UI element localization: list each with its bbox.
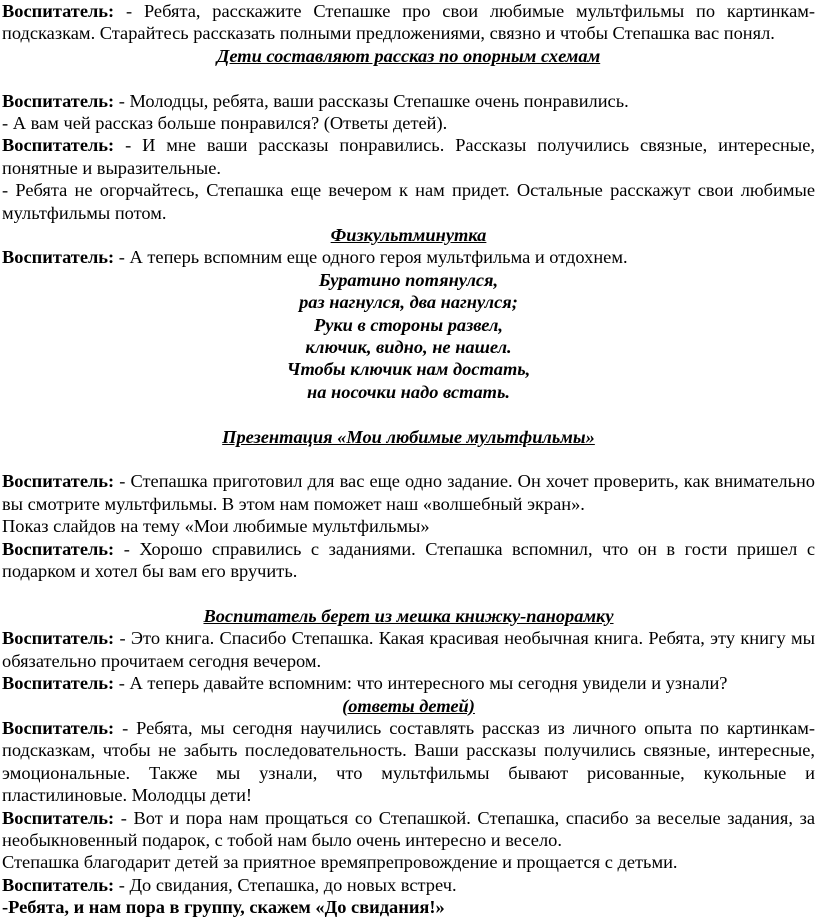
speaker-label: Воспитатель:	[2, 471, 115, 492]
teacher-line-1-text: - Ребята, расскажите Степашке про свои любимые мультфильмы по картинкам-подсказкам. Старайтесь рассказать полными предложениями, связно и чтобы Степашка вас понял.	[2, 1, 815, 44]
speaker-label: Воспитатель:	[2, 874, 115, 895]
poem-line: Руки в стороны развел,	[313, 314, 504, 335]
teacher-line-5-text: - Степашка приготовил для вас еще одно задание. Он хочет проверить, как внимательно вы смотрите мультфильмы. В этом нам поможет наш «волшебный экран».	[2, 471, 815, 514]
section-heading-presentation: Презентация «Мои любимые мультфильмы»	[222, 426, 595, 447]
section-heading-fizkultminutka: Физкультминутка	[330, 225, 487, 246]
final-line: -Ребята, и нам пора в группу, скажем «До свидания!»	[2, 897, 445, 918]
teacher-line-9-text: - Ребята, мы сегодня научились составлять рассказ из личного опыта по картинкам-подсказкам, чтобы не забыть последовательность. Ваши рассказы получились связные, интересные, эмоциональные. Также мы узнали, что мультфильмы бывают рисованные, кукольные и пластилиновые. Молодцы дети!	[2, 717, 815, 806]
teacher-line-10-text: - Вот и пора нам прощаться со Степашкой. Степашка, спасибо за веселые задания, за необыкновенный подарок, с тобой нам было очень интересно и весело.	[2, 807, 815, 850]
teacher-line-7	[2, 627, 815, 672]
poem-line: ключик, видно, не нашел.	[305, 337, 512, 358]
farewell-description-line: Степашка благодарит детей за приятное времяпрепровождение и прощается с детьми.	[2, 852, 678, 873]
speaker-label: Воспитатель:	[2, 717, 115, 738]
teacher-line-2-text: - Молодцы, ребята, ваши рассказы Степашке очень понравились.	[114, 90, 629, 111]
speaker-label: Воспитатель:	[2, 538, 115, 559]
teacher-line-6	[2, 538, 815, 583]
teacher-line-1	[2, 0, 815, 45]
speaker-label: Воспитатель:	[2, 807, 115, 828]
blank-line	[2, 583, 815, 605]
poem-line: Чтобы ключик нам достать,	[286, 359, 531, 380]
section-heading-children-story: Дети составляют рассказ по опорным схемам	[216, 45, 601, 66]
section-heading-book: Воспитатель берет из мешка книжку-панорамку	[203, 605, 614, 626]
speaker-label: Воспитатель:	[2, 90, 115, 111]
speaker-label: Воспитатель:	[2, 135, 115, 156]
slides-line: Показ слайдов на тему «Мои любимые мультфильмы»	[2, 516, 430, 537]
encouragement-line: - Ребята не огорчайтесь, Степашка еще вечером к нам придет. Остальные расскажут свои любимые мультфильмы потом.	[2, 180, 815, 223]
teacher-line-11	[2, 874, 815, 896]
teacher-line-8-text: - А теперь давайте вспомним: что интересного мы сегодня увидели и узнали?	[114, 673, 728, 694]
speaker-label: Воспитатель:	[2, 1, 115, 21]
teacher-line-7-text: - Это книга. Спасибо Степашка. Какая красивая необычная книга. Ребята, эту книгу мы обязательно прочитаем сегодня вечером.	[2, 628, 815, 671]
teacher-line-8	[2, 672, 815, 694]
teacher-line-2	[2, 90, 815, 112]
question-line: - А вам чей рассказ больше понравился? (Ответы детей).	[2, 113, 448, 134]
teacher-line-6-text: - Хорошо справились с заданиями. Степашка вспомнил, что он в гости пришел с подарком и хотел бы вам его вручить.	[2, 538, 815, 582]
speaker-label: Воспитатель:	[2, 673, 115, 694]
teacher-line-10	[2, 807, 815, 852]
blank-line	[2, 67, 815, 89]
poem-line: раз нагнулся, два нагнулся;	[299, 292, 518, 313]
teacher-line-11-text: - До свидания, Степашка, до новых встреч.	[114, 874, 457, 895]
blank-line	[2, 403, 815, 425]
poem	[2, 269, 815, 403]
teacher-line-5	[2, 470, 815, 515]
blank-line	[2, 448, 815, 470]
section-heading-answers: (ответы детей)	[342, 695, 475, 716]
teacher-line-3	[2, 134, 815, 179]
poem-line: на носочки надо встать.	[307, 381, 510, 402]
teacher-line-9	[2, 717, 815, 807]
speaker-label: Воспитатель:	[2, 628, 115, 649]
teacher-line-3-text: - И мне ваши рассказы понравились. Рассказы получились связные, интересные, понятные и выразительные.	[2, 135, 815, 178]
speaker-label: Воспитатель:	[2, 247, 115, 268]
teacher-line-4-text: - А теперь вспомним еще одного героя мультфильма и отдохнем.	[114, 247, 628, 268]
poem-line: Буратино потянулся,	[318, 269, 499, 290]
teacher-line-4	[2, 246, 815, 268]
